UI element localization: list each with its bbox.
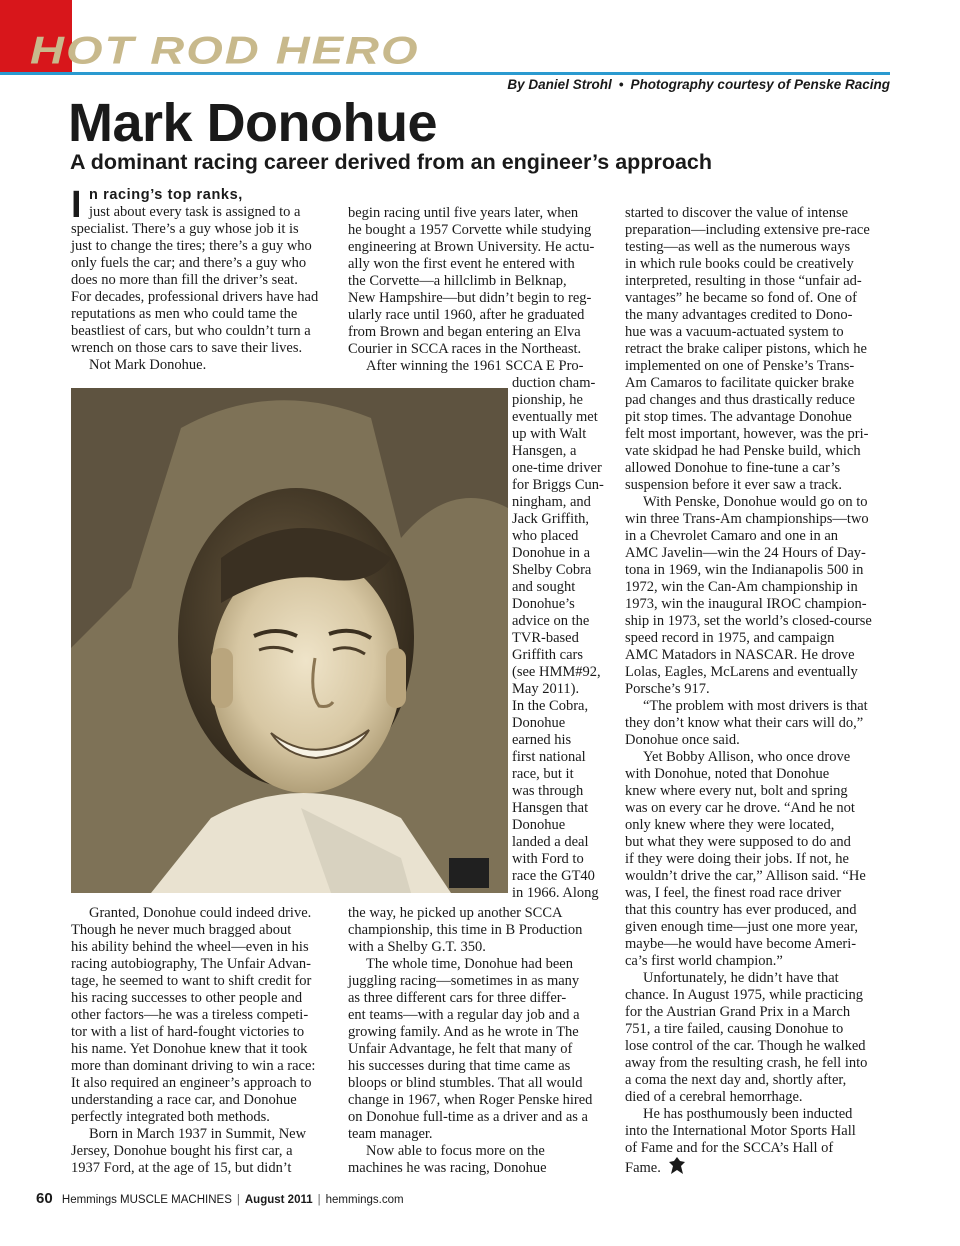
text-line: of Fame and for the SCCA’s Hall of: [625, 1140, 834, 1156]
text-line: bloops or blind stumbles. That all would: [348, 1075, 583, 1091]
text-line: started to discover the value of intense: [625, 205, 849, 221]
text-line: in a Chevrolet Camaro and one in an: [625, 528, 839, 544]
text-line: with Ford to: [512, 851, 584, 867]
text-line: Unfair Advantage, he felt that many of: [348, 1041, 573, 1057]
text-line: race the GT40: [512, 868, 595, 884]
text-line: ship in 1973, set the world’s closed-course: [625, 613, 872, 629]
text-line: a coma the next day and, shortly after,: [625, 1072, 847, 1088]
text-line: that this country has ever produced, and: [625, 902, 857, 918]
text-line: ent teams—with a regular day job and a: [348, 1007, 580, 1023]
text-line: up with Walt: [512, 426, 587, 442]
text-line: for Briggs Cun-: [512, 477, 604, 493]
text-line: was on every car he drove. “And he not: [625, 800, 855, 816]
text-line: maybe—he would have become Ameri-: [625, 936, 857, 952]
text-line: In the Cobra,: [512, 698, 589, 714]
text-line: retract the brake caliper pistons, which he: [625, 341, 867, 357]
text-line: allowed Donohue to fine-tune a car’s: [625, 460, 841, 476]
text-line: Courier in SCCA races in the Northeast.: [348, 341, 582, 357]
drop-cap: I: [71, 184, 82, 226]
text-line: Shelby Cobra: [512, 562, 592, 578]
text-line: eventually met: [512, 409, 598, 425]
hemmings-eagle-icon: [669, 1157, 685, 1180]
text-line: tage, he seemed to want to shift credit for: [71, 973, 312, 989]
page-footer: [36, 1190, 404, 1209]
text-line: AMC Javelin—win the 24 Hours of Day-: [625, 545, 866, 561]
text-line: wouldn’t drive the car,” Allison said. “He: [625, 868, 866, 884]
text-line: race, but it: [512, 766, 574, 782]
article-deck: A dominant racing career derived from an engineer’s approach: [70, 150, 712, 174]
column-1-bottom: [71, 905, 341, 1177]
text-line: Unfortunately, he didn’t have that: [643, 970, 839, 986]
text-line: they don’t know what their cars will do,”: [625, 715, 864, 731]
text-line: suspension before it ever saw a track.: [625, 477, 843, 493]
publication-name: Hemmings MUSCLE MACHINES: [61, 1194, 232, 1206]
text-line: racing autobiography, The Unfair Advan-: [71, 956, 311, 972]
section-label: HOT ROD HERO: [30, 28, 420, 72]
text-line: pad changes and thus drastically reduce: [625, 392, 855, 408]
website: hemmings.com: [325, 1194, 404, 1206]
text-line: vantages” he became so fond of. One of: [625, 290, 857, 306]
text-line: his ability behind the wheel—even in his: [71, 939, 309, 955]
text-line: Griffith cars: [512, 647, 583, 663]
text-line: Hansgen, a: [512, 443, 577, 459]
text-line: “The problem with most drivers is that: [643, 698, 868, 714]
byline-author: By Daniel Strohl: [507, 77, 612, 92]
text-line: given enough time—just one more year,: [625, 919, 858, 935]
column-1-top: [71, 184, 341, 374]
text-line: 751, a tire failed, causing Donohue to: [625, 1021, 844, 1037]
text-line: With Penske, Donohue would go on to: [643, 494, 868, 510]
byline: [507, 77, 890, 92]
text-line: away from the resulting crash, he fell into: [625, 1055, 868, 1071]
text-line: duction cham-: [512, 375, 596, 391]
text-line: died of a cerebral hemorrhage.: [625, 1089, 803, 1105]
column-2-wrap: [512, 375, 612, 902]
text-line: advice on the: [512, 613, 590, 629]
text-line: other factors—he was a tireless competi-: [71, 1007, 309, 1023]
text-line: pionship, he: [512, 392, 583, 408]
text-line: his name. Yet Donohue knew that it took: [71, 1041, 308, 1057]
text-line: tor with a list of hard-fought victories to: [71, 1024, 305, 1040]
text-line: Born in March 1937 in Summit, New: [89, 1126, 307, 1142]
text-line: just about every task is assigned to a: [89, 204, 301, 220]
text-line: growing family. And as he wrote in The: [348, 1024, 579, 1040]
text-line: the way, he picked up another SCCA: [348, 905, 563, 921]
text-line: Donohue: [512, 817, 566, 833]
text-line: begin racing until five years later, when: [348, 205, 579, 221]
text-line: knew where every nut, bolt and spring: [625, 783, 848, 799]
text-line: 1973, win the inaugural IROC champion-: [625, 596, 867, 612]
text-line: who placed: [512, 528, 579, 544]
text-line: engineering at Brown University. He actu-: [348, 239, 595, 255]
text-line: Now able to focus more on the: [366, 1143, 545, 1159]
text-line: Hansgen that: [512, 800, 589, 816]
text-line: only fuels the car; and there’s a guy who: [71, 255, 307, 271]
lead-in: n racing’s top ranks,: [89, 187, 243, 203]
text-line: Donohue in a: [512, 545, 591, 561]
text-line: (see HMM#92,: [512, 664, 601, 680]
text-line: Jersey, Donohue bought his first car, a: [71, 1143, 293, 1159]
text-line: AMC Matadors in NASCAR. He drove: [625, 647, 855, 663]
text-line: into the International Motor Sports Hall: [625, 1123, 856, 1139]
footer-separator: |: [236, 1194, 240, 1206]
text-line: on Donohue full-time as a driver and as a: [348, 1109, 588, 1125]
column-2-bottom: [348, 905, 608, 1177]
text-line: ningham, and: [512, 494, 591, 510]
text-line: ularly race until 1960, after he graduated: [348, 307, 585, 323]
text-line: in which rule books could be creatively: [625, 256, 854, 272]
text-line: Fame.: [625, 1157, 895, 1180]
text-line: reputations as men who could tame the: [71, 306, 298, 322]
text-line: for the Austrian Grand Prix in a March: [625, 1004, 851, 1020]
text-line: vate skidpad he had Penske build, which: [625, 443, 861, 459]
text-line: preparation—including extensive pre-race: [625, 222, 870, 238]
text-line: The whole time, Donohue had been: [366, 956, 573, 972]
text-line: more than dominant driving to win a race:: [71, 1058, 316, 1074]
text-line: TVR-based: [512, 630, 579, 646]
text-line: the many advantages credited to Dono-: [625, 307, 853, 323]
byline-bullet: •: [618, 77, 624, 92]
text-line: hue was a vacuum-actuated system to: [625, 324, 844, 340]
text-line: understanding a race car, and Donohue: [71, 1092, 297, 1108]
text-line: Granted, Donohue could indeed drive.: [89, 905, 312, 921]
text-line: championship, this time in B Production: [348, 922, 583, 938]
text-line: team manager.: [348, 1126, 433, 1142]
text-line: Donohue once said.: [625, 732, 740, 748]
text-line: was, I feel, the finest road race driver: [625, 885, 842, 901]
text-line: wrench on those cars to save their lives.: [71, 340, 303, 356]
text-line: 1937 Ford, at the age of 15, but didn’t: [71, 1160, 292, 1176]
text-line: win three Trans-Am championships—two: [625, 511, 869, 527]
text-line: with a Shelby G.T. 350.: [348, 939, 486, 955]
text-line: his successes during that time came as: [348, 1058, 571, 1074]
text-line: interpreted, resulting in those “unfair ad-: [625, 273, 862, 289]
driver-portrait-photo: [71, 388, 508, 893]
article-title: Mark Donohue: [68, 93, 438, 153]
text-line: Donohue’s: [512, 596, 575, 612]
text-line: machines he was racing, Donohue: [348, 1160, 547, 1176]
text-line: Though he never much bragged about: [71, 922, 292, 938]
text-line: change in 1967, when Roger Penske hired: [348, 1092, 593, 1108]
text-line: if they were doing their jobs. If not, he: [625, 851, 849, 867]
text-line: beastliest of cars, but who couldn’t turn a: [71, 323, 311, 339]
text-line: Donohue: [512, 715, 566, 731]
text-line: pit stop times. The advantage Donohue: [625, 409, 852, 425]
footer-separator: |: [317, 1194, 321, 1206]
text-line: one-time driver: [512, 460, 602, 476]
text-line: Yet Bobby Allison, who once drove: [643, 749, 851, 765]
text-line: perfectly integrated both methods.: [71, 1109, 270, 1125]
text-line: Not Mark Donohue.: [89, 357, 207, 373]
text-line: lose control of the car. Though he walked: [625, 1038, 866, 1054]
text-line: Am Camaros to facilitate quicker brake: [625, 375, 855, 391]
text-line: testing—as well as the numerous ways: [625, 239, 851, 255]
text-line: tona in 1969, win the Indianapolis 500 in: [625, 562, 864, 578]
text-line: just to change the tires; there’s a guy who: [71, 238, 312, 254]
text-line: his racing successes to other people and: [71, 990, 303, 1006]
text-line: After winning the 1961 SCCA E Pro-: [366, 358, 584, 374]
page-number: 60: [36, 1190, 53, 1207]
text-line: Jack Griffith,: [512, 511, 590, 527]
text-line: was through: [512, 783, 584, 799]
column-2-top: [348, 205, 608, 375]
header-rule: [0, 72, 890, 75]
text-line: 1972, win the Can-Am championship in: [625, 579, 858, 595]
text-line: first national: [512, 749, 586, 765]
issue-date: August 2011: [244, 1194, 313, 1206]
text-line: earned his: [512, 732, 572, 748]
text-line: landed a deal: [512, 834, 589, 850]
text-line: in 1966. Along: [512, 885, 599, 901]
text-line: the Corvette—a hillclimb in Belknap,: [348, 273, 567, 289]
text-line: It also required an engineer’s approach to: [71, 1075, 312, 1091]
text-line: ally won the first event he entered with: [348, 256, 575, 272]
text-line: from Brown and began entering an Elva: [348, 324, 581, 340]
text-line: New Hampshire—but didn’t begin to reg-: [348, 290, 592, 306]
text-line: does no more than fill the driver’s seat.: [71, 272, 298, 288]
text-line: May 2011).: [512, 681, 580, 697]
text-line: chance. In August 1975, while practicing: [625, 987, 863, 1003]
text-line: but what they were supposed to do and: [625, 834, 851, 850]
text-line: as three different cars for three differ-: [348, 990, 567, 1006]
text-line: only knew where they were located,: [625, 817, 835, 833]
text-line: and sought: [512, 579, 576, 595]
text-line: speed record in 1975, and campaign: [625, 630, 835, 646]
text-line: with Donohue, noted that Donohue: [625, 766, 830, 782]
text-line: implemented on one of Penske’s Trans-: [625, 358, 855, 374]
text-line: ca’s first world champion.”: [625, 953, 783, 969]
column-3: [625, 205, 895, 1180]
text-line: juggling racing—sometimes in as many: [348, 973, 580, 989]
text-line: Porsche’s 917.: [625, 681, 710, 697]
text-line: He has posthumously been inducted: [643, 1106, 853, 1122]
byline-credit: Photography courtesy of Penske Racing: [630, 77, 890, 92]
text-line: For decades, professional drivers have had: [71, 289, 319, 305]
text-line: felt most important, however, was the pri-: [625, 426, 869, 442]
text-line: specialist. There’s a guy whose job it is: [71, 221, 299, 237]
text-line: he bought a 1957 Corvette while studying: [348, 222, 592, 238]
text-line: Lolas, Eagles, McLarens and eventually: [625, 664, 858, 680]
